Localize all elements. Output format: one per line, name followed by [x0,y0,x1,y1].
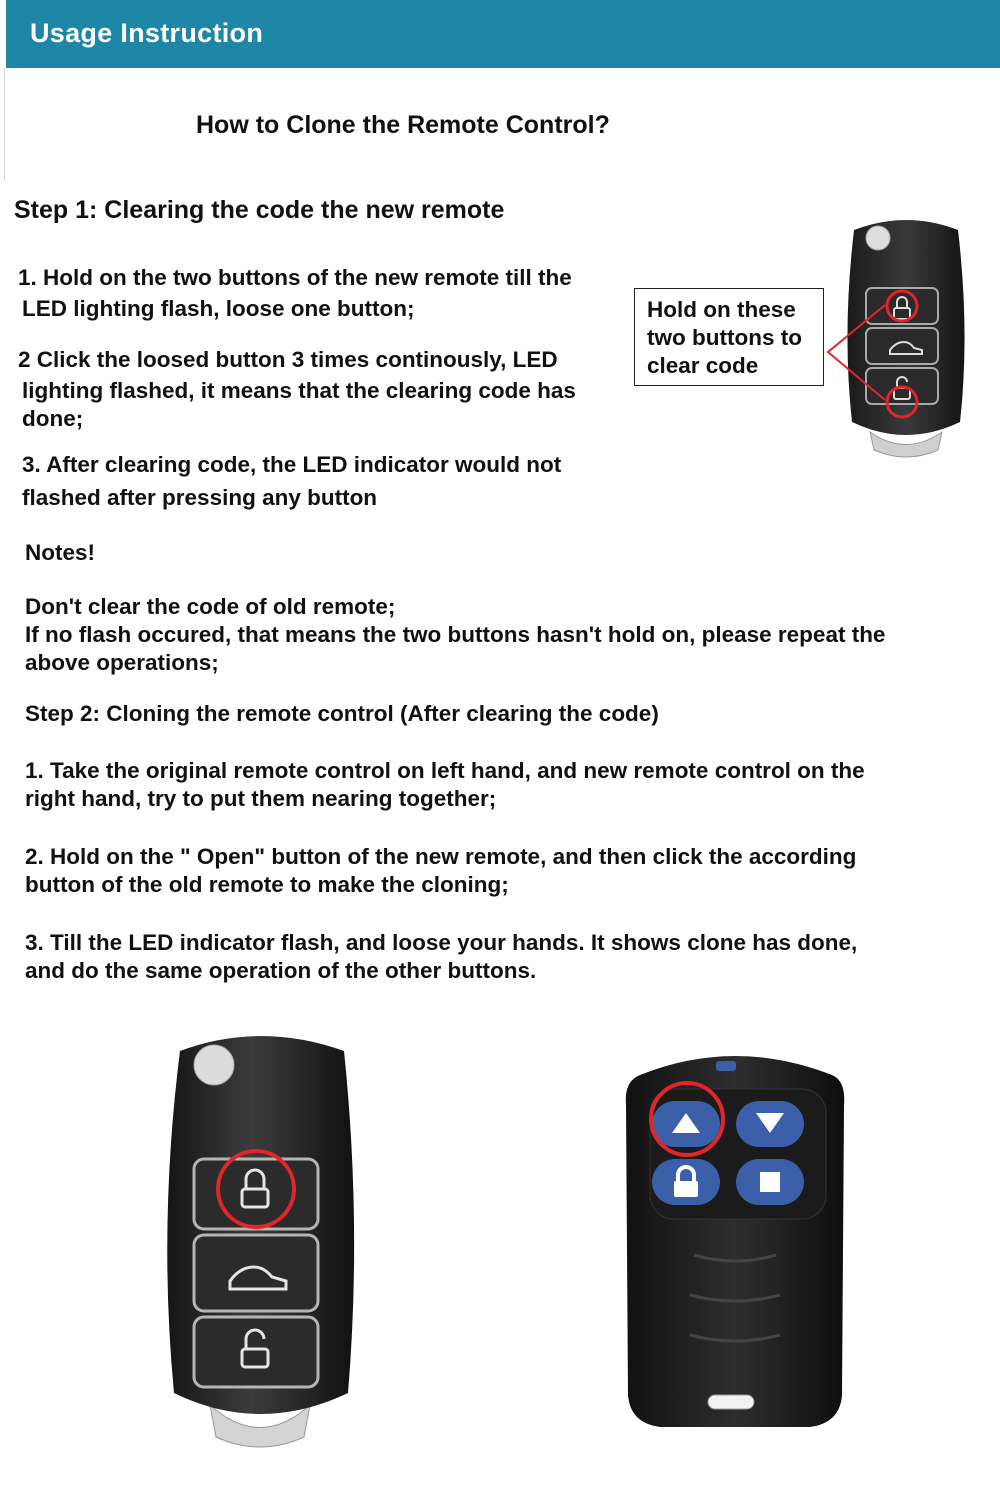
step1-item-2-line-1: 2 Click the loosed button 3 times continously, LED [18,347,558,372]
step1-item-3-line-1: 3. After clearing code, the LED indicator would not [22,452,562,477]
notes-heading: Notes! [25,540,96,565]
page-title: How to Clone the Remote Control? [196,111,610,139]
flip-release-button [866,226,890,250]
step2-heading: Step 2: Cloning the remote control (After clearing the code) [25,701,659,726]
large-unlock-button [194,1317,318,1387]
left-rule [4,68,5,180]
key-ring-chrome [870,432,942,457]
step1-item-2-line-3: done; [22,406,84,431]
step1-heading: Step 1: Clearing the code the new remote [14,196,505,224]
keyring-slot [708,1395,754,1409]
notes-body [25,593,885,677]
notes-line-1: Don't clear the code of old remote; [25,594,396,619]
step2-item-2-line-2: button of the old remote to make the cloning; [25,872,509,897]
callout-line-1: Hold on these [647,297,796,322]
large-flip-release-button [194,1045,234,1085]
step2-item-3 [25,929,857,985]
led-indicator [716,1061,736,1071]
stop-icon [760,1172,780,1192]
step1-item-3-line-2: flashed after pressing any button [22,485,378,510]
callout-line-2: two buttons to [647,325,802,350]
callout-box [634,288,824,386]
pointer-lines [828,305,885,400]
step2-item-2 [25,843,856,899]
step1-item-2-line-2: lighting flashed, it means that the clearing code has [22,378,576,403]
large-flip-key-image [150,1025,370,1455]
step1-item-2 [18,346,576,433]
step1-item-1 [18,262,572,324]
step1-item-3 [22,449,561,513]
step1-item-1-line-2: LED lighting flash, loose one button; [22,296,415,321]
header-title: Usage Instruction [30,18,264,48]
header-banner [6,0,1000,68]
notes-line-2: If no flash occured, that means the two buttons hasn't hold on, please repeat the [25,622,886,647]
step2-item-3-line-1: 3. Till the LED indicator flash, and loose your hands. It shows clone has done, [25,930,858,955]
step2-item-1-line-2: right hand, try to put them nearing together; [25,786,497,811]
step2-item-1-line-1: 1. Take the original remote control on left hand, and new remote control on the [25,758,865,783]
step1-item-1-line-1: 1. Hold on the two buttons of the new remote till the [18,265,572,290]
step2-item-2-line-1: 2. Hold on the " Open" button of the new remote, and then click the according [25,844,857,869]
step2-item-3-line-2: and do the same operation of the other buttons. [25,958,537,983]
face-to-face-remote-image [610,1045,860,1435]
callout-line-3: clear code [647,353,759,378]
notes-line-3: above operations; [25,650,219,675]
large-trunk-button [194,1235,318,1311]
callout-pointer [822,300,892,410]
step2-item-1 [25,757,865,813]
